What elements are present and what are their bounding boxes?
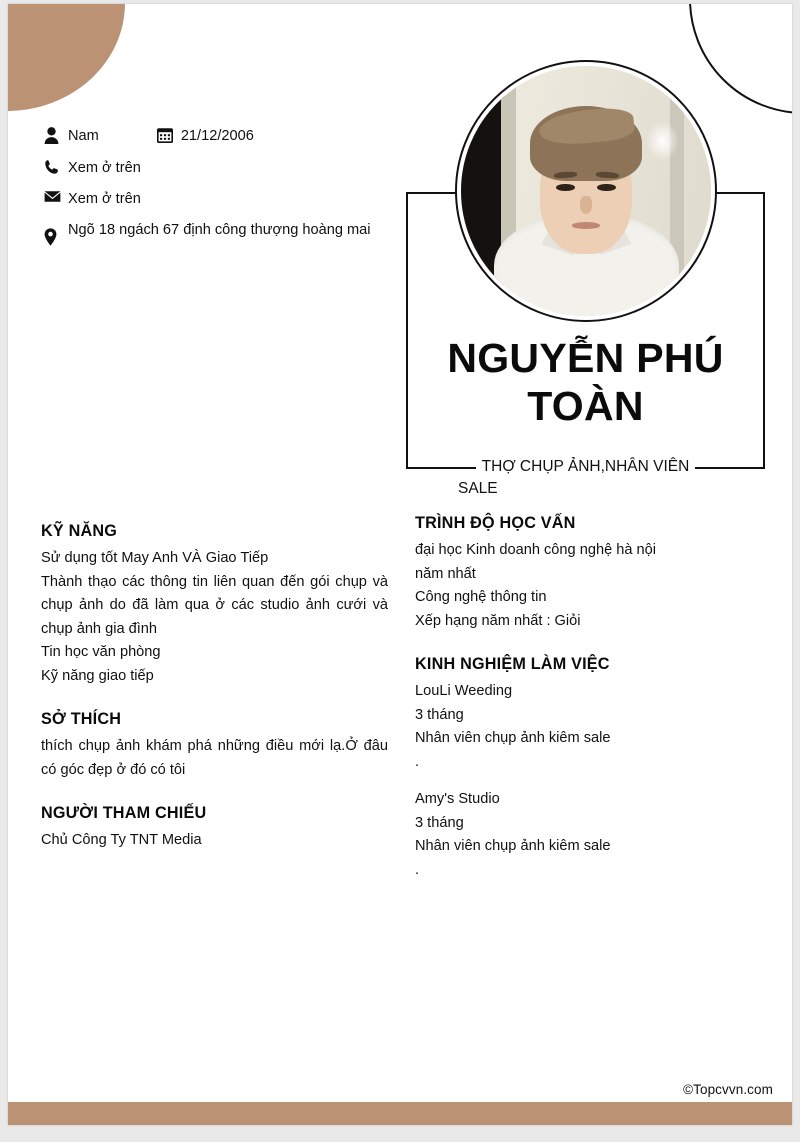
contact-row-email [44,189,394,209]
section-body-references [41,829,388,853]
gender-value: Nam [68,128,99,144]
education-line: năm nhất [415,565,476,582]
experience-role: Nhân viên chụp ảnh kiêm sale [415,730,611,746]
email-value: Xem ở trên [68,191,141,207]
calendar-icon [157,126,181,143]
footer-credit: ©Topcvvn.com [683,1082,773,1097]
experience-note: . [415,861,420,878]
experience-company: Amy's Studio [415,791,500,807]
skill-line: Sử dụng tốt May Anh VÀ Giao Tiếp [41,550,269,566]
hobby-line: thích chụp ảnh khám phá những điều mới lạ.Ở đâu có góc đẹp ở đó có tôi [41,738,388,778]
section-skills [41,522,388,688]
envelope-icon [44,189,68,203]
education-line: Công nghệ thông tin [415,589,547,605]
section-heading-skills: KỸ NĂNG [41,522,118,540]
experience-duration: 3 tháng [415,814,464,831]
avatar [455,60,717,322]
portrait-photo [461,66,711,316]
address-value: Ngõ 18 ngách 67 định công thượng hoàng mai [68,222,371,238]
contact-row-gender-birthdate [44,126,394,146]
skill-line: Kỹ năng giao tiếp [41,667,154,684]
right-column [415,514,765,882]
job-title [406,456,765,500]
section-hobbies [41,710,388,782]
section-heading-references: NGƯỜI THAM CHIẾU [41,804,207,822]
birthdate-value: 21/12/2006 [180,128,254,144]
birthdate-group [157,126,254,146]
section-heading-hobbies: SỞ THÍCH [41,710,122,728]
experience-duration: 3 tháng [415,706,464,723]
education-line: đại học Kinh doanh công nghệ hà nội [415,542,656,558]
skill-line: Tin học văn phòng [41,644,161,660]
experience-role: Nhân viên chụp ảnh kiêm sale [415,838,611,854]
footer-accent-bar [8,1102,792,1125]
section-body-education [415,539,765,633]
cv-page [8,4,792,1125]
section-body-experience [415,680,765,882]
contact-row-phone [44,158,394,178]
experience-entry [415,680,765,774]
section-references [41,804,388,853]
decorative-corner-blob [8,4,125,111]
experience-entry [415,788,765,882]
experience-company: LouLi Weeding [415,683,513,699]
job-title-line1: THỢ CHỤP ẢNH,NHÂN VIÊN [476,458,696,475]
experience-note: . [415,753,420,770]
section-heading-education: TRÌNH ĐỘ HỌC VẤN [415,514,576,532]
section-heading-experience: KINH NGHIỆM LÀM VIỆC [415,655,610,673]
contact-info-block [44,126,394,257]
page-title: NGUYỄN PHÚ TOÀN [447,335,724,429]
location-pin-icon [44,220,68,246]
reference-line: Chủ Công Ty TNT Media [41,832,202,848]
section-body-hobbies [41,735,388,782]
education-line: Xếp hạng năm nhất : Giỏi [415,612,581,629]
left-column [41,522,388,853]
skill-line: Thành thạo các thông tin liên quan đến gói chụp và chụp ảnh do đã làm qua ở các studio ảnh cưới và chụp ảnh gia đình [41,573,388,637]
section-education [415,514,765,633]
contact-row-address [44,220,394,246]
phone-icon [44,158,68,175]
job-title-line2: SALE [458,480,498,497]
phone-value: Xem ở trên [68,160,141,176]
section-experience [415,655,765,882]
section-body-skills [41,547,388,688]
person-icon [44,126,68,144]
